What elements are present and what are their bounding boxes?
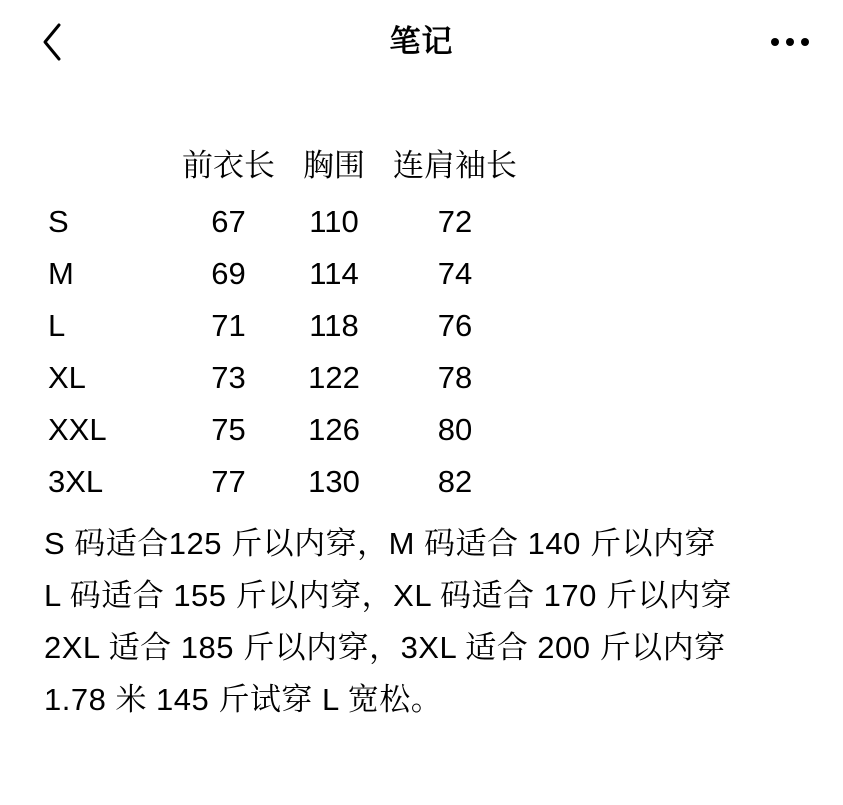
- note-line: 2XL 适合 185 斤以内穿，3XL 适合 200 斤以内穿: [44, 630, 726, 665]
- size-label: L: [48, 308, 66, 343]
- size-label: M: [48, 256, 74, 291]
- cell-front-length: 77: [211, 464, 246, 499]
- more-options-icon[interactable]: [771, 28, 809, 56]
- page-title: 笔记: [389, 24, 454, 59]
- cell-bust: 114: [309, 256, 359, 291]
- cell-bust: 118: [309, 308, 359, 343]
- column-header-front-length: 前衣长: [182, 147, 275, 183]
- size-label: XL: [48, 360, 86, 395]
- cell-sleeve-length: 72: [437, 204, 473, 239]
- cell-front-length: 67: [211, 204, 246, 239]
- cell-sleeve-length: 76: [437, 308, 473, 343]
- cell-bust: 122: [308, 360, 360, 395]
- table-row: [44, 456, 531, 508]
- note-line: 1.78 米 145 斤试穿 L 宽松。: [44, 682, 443, 717]
- cell-bust: 126: [308, 412, 360, 447]
- note-line: L 码适合 155 斤以内穿，XL 码适合 170 斤以内穿: [44, 578, 732, 613]
- note-content: [0, 84, 843, 726]
- cell-sleeve-length: 80: [437, 412, 473, 447]
- size-label: XXL: [48, 412, 107, 447]
- column-header-sleeve-length: 连肩袖长: [393, 147, 517, 183]
- cell-front-length: 73: [211, 360, 246, 395]
- size-recommendation-notes: [44, 518, 843, 726]
- cell-sleeve-length: 74: [437, 256, 473, 291]
- size-label: 3XL: [48, 464, 104, 499]
- cell-bust: 110: [309, 204, 359, 239]
- table-row: [44, 300, 531, 352]
- chevron-left-icon[interactable]: [34, 20, 70, 64]
- cell-front-length: 69: [211, 256, 246, 291]
- column-header-bust: 胸围: [303, 147, 365, 183]
- size-chart-table: [44, 136, 531, 508]
- note-line: S 码适合125 斤以内穿，M 码适合 140 斤以内穿: [44, 526, 717, 561]
- cell-sleeve-length: 82: [437, 464, 473, 499]
- table-row: [44, 196, 531, 248]
- cell-bust: 130: [308, 464, 360, 499]
- table-corner-cell: [44, 136, 168, 196]
- table-row: [44, 404, 531, 456]
- app-header: [0, 0, 843, 84]
- cell-front-length: 75: [211, 412, 246, 447]
- table-row: [44, 248, 531, 300]
- cell-sleeve-length: 78: [437, 360, 473, 395]
- size-label: S: [48, 204, 69, 239]
- table-header-row: [44, 136, 531, 196]
- cell-front-length: 71: [211, 308, 246, 343]
- table-row: [44, 352, 531, 404]
